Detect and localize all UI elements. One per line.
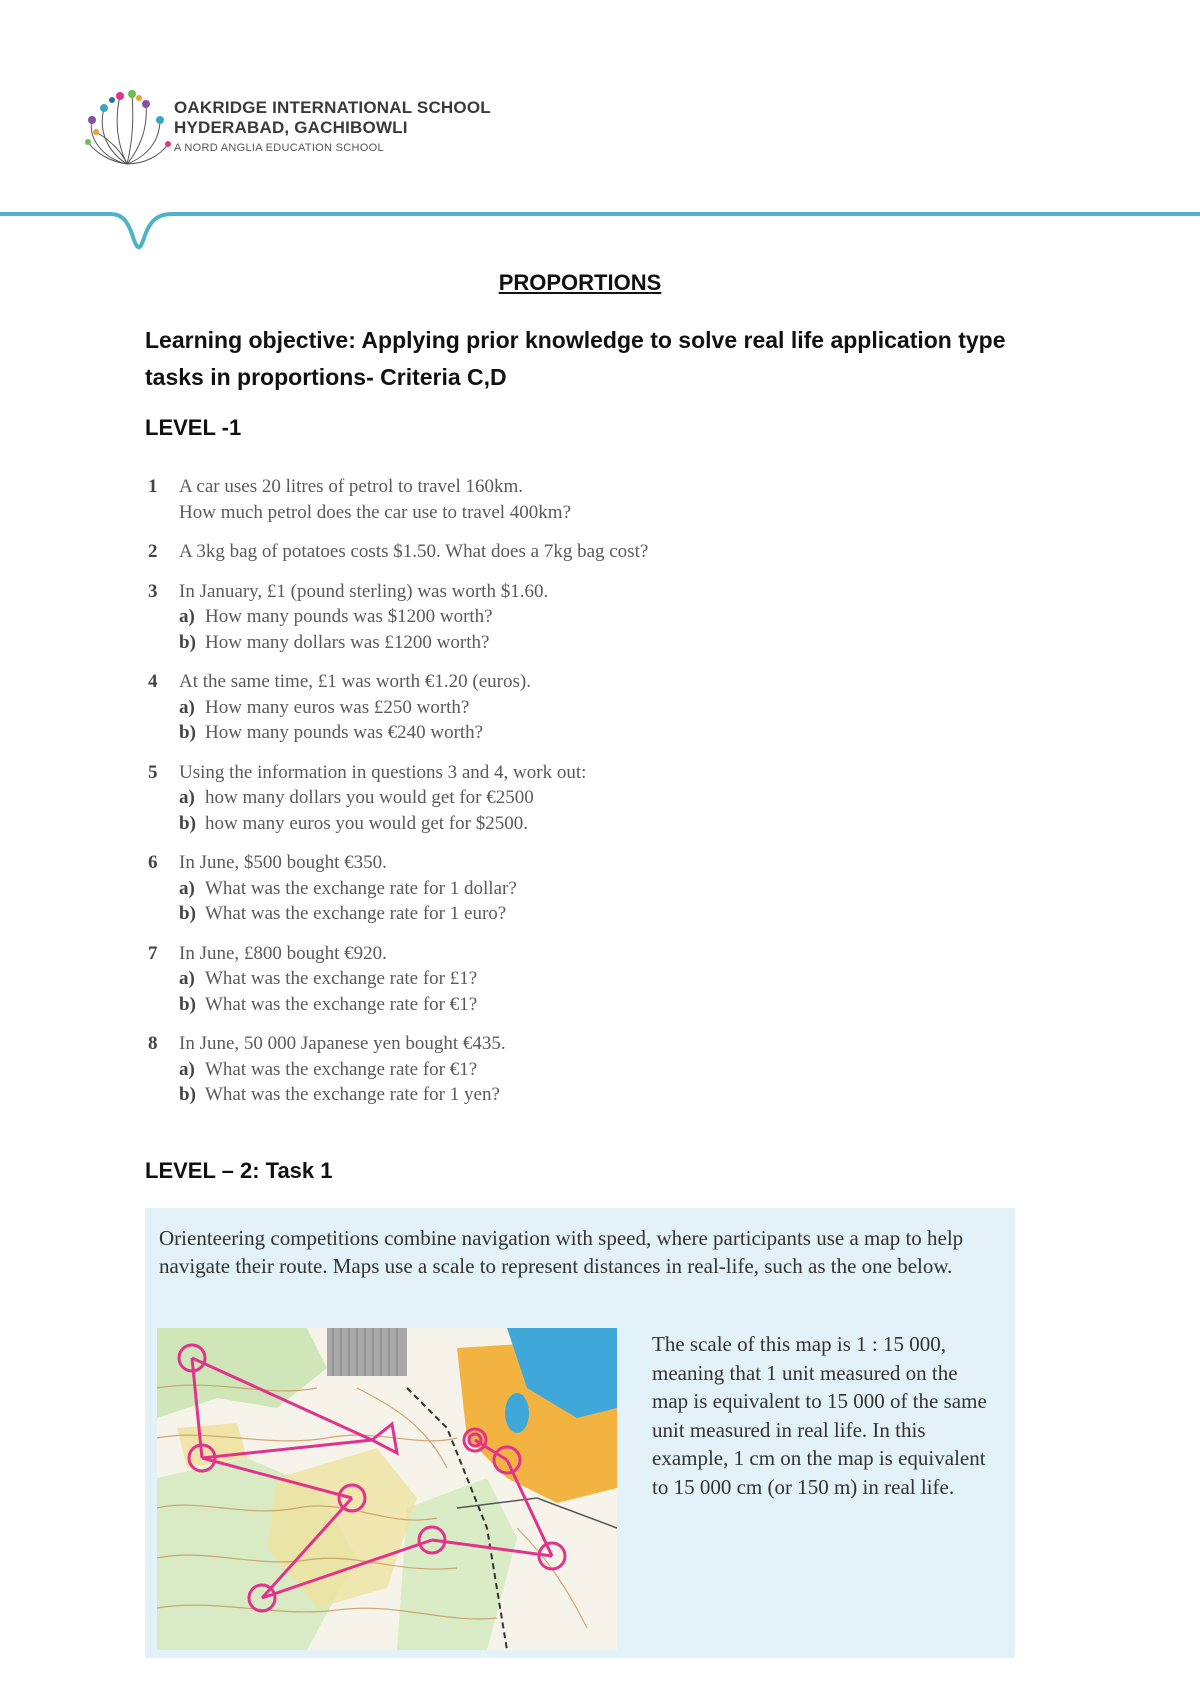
level2-heading: LEVEL – 2: Task 1 [145, 1158, 333, 1183]
part-label: a) [179, 1058, 195, 1080]
question-part [179, 785, 765, 811]
learning-objective: Learning objective: Applying prior knowledge to solve real life application type tasks in proportions- Criteria C,D [145, 327, 1006, 390]
question-3 [145, 579, 765, 656]
question-text: In June, $500 bought €350. [179, 852, 387, 873]
question-number: 2 [148, 541, 158, 562]
part-label: a) [179, 606, 195, 627]
page-title: PROPORTIONS [498, 270, 662, 295]
part-label: a) [179, 877, 195, 899]
question-text: A 3kg bag of potatoes costs $1.50. What does a 7kg bag cost? [179, 541, 649, 562]
part-label: b) [179, 903, 196, 924]
question-part [179, 604, 765, 630]
part-label: a) [179, 787, 195, 808]
part-text: What was the exchange rate for £1? [205, 968, 478, 989]
part-text: What was the exchange rate for €1? [205, 993, 478, 1015]
question-1 [145, 474, 765, 525]
school-name: OAKRIDGE INTERNATIONAL SCHOOL [174, 98, 491, 117]
part-label: b) [179, 993, 196, 1015]
part-text: how many dollars you would get for €2500 [205, 787, 534, 808]
orienteering-map [157, 1328, 617, 1650]
part-text: What was the exchange rate for 1 dollar? [205, 877, 517, 899]
question-text: At the same time, £1 was worth €1.20 (euros). [179, 671, 531, 692]
part-label: b) [179, 812, 196, 834]
question-part [179, 1082, 765, 1108]
question-number: 8 [148, 1033, 158, 1054]
header-wave-divider [0, 198, 1200, 260]
question-text: In January, £1 (pound sterling) was worth $1.60. [179, 580, 549, 602]
part-text: What was the exchange rate for €1? [205, 1058, 478, 1080]
level1-heading: LEVEL -1 [145, 415, 242, 440]
part-text: What was the exchange rate for 1 euro? [205, 903, 507, 924]
school-location: HYDERABAD, GACHIBOWLI [174, 118, 408, 137]
question-6 [145, 850, 765, 927]
question-part [179, 992, 765, 1018]
question-number: 6 [148, 852, 158, 873]
question-text: A car uses 20 litres of petrol to travel 160km. [179, 476, 524, 497]
part-text: How many dollars was £1200 worth? [205, 631, 490, 653]
school-logo [82, 86, 172, 170]
part-label: b) [179, 631, 196, 653]
orienteering-intro: Orienteering competitions combine navigation with speed, where participants use a map to help navigate their route. Maps use a scale to represent distances in real-life, such as the one below. [159, 1226, 964, 1278]
question-text: In June, 50 000 Japanese yen bought €435. [179, 1033, 506, 1054]
question-number: 5 [148, 761, 158, 783]
question-number: 3 [148, 580, 158, 602]
question-number: 1 [148, 476, 158, 497]
school-tagline: A NORD ANGLIA EDUCATION SCHOOL [174, 142, 384, 154]
orienteering-panel [145, 1208, 1015, 1658]
question-2 [145, 539, 765, 565]
question-part [179, 1057, 765, 1083]
question-number: 7 [148, 942, 158, 964]
question-part [179, 695, 765, 721]
part-text: how many euros you would get for $2500. [205, 812, 528, 834]
part-text: What was the exchange rate for 1 yen? [205, 1084, 500, 1105]
question-5 [145, 760, 765, 837]
part-label: a) [179, 968, 195, 989]
scale-explanation: The scale of this map is 1 : 15 000, meaning that 1 unit measured on the map is equivalent to 15 000 of the same unit measured in real life. In this example, 1 cm on the map is equivalent to 15 000 cm (or 150 m) in real life. [652, 1332, 987, 1499]
part-text: How many euros was £250 worth? [205, 696, 470, 718]
question-text: In June, £800 bought €920. [179, 942, 387, 964]
question-part [179, 966, 765, 992]
part-text: How many pounds was €240 worth? [205, 722, 484, 743]
question-part [179, 720, 765, 746]
part-text: How many pounds was $1200 worth? [205, 606, 493, 627]
question-8 [145, 1031, 765, 1108]
question-text: How much petrol does the car use to travel 400km? [179, 501, 572, 523]
question-number: 4 [148, 671, 158, 692]
question-part [179, 876, 765, 902]
question-part [179, 630, 765, 656]
question-text: Using the information in questions 3 and 4, work out: [179, 761, 587, 783]
school-name-block [174, 98, 491, 154]
question-7 [145, 941, 765, 1018]
part-label: a) [179, 696, 195, 718]
part-label: b) [179, 1084, 196, 1105]
question-part [179, 811, 765, 837]
question-4 [145, 669, 765, 746]
level1-question-list [145, 474, 765, 1122]
part-label: b) [179, 722, 196, 743]
question-part [179, 901, 765, 927]
